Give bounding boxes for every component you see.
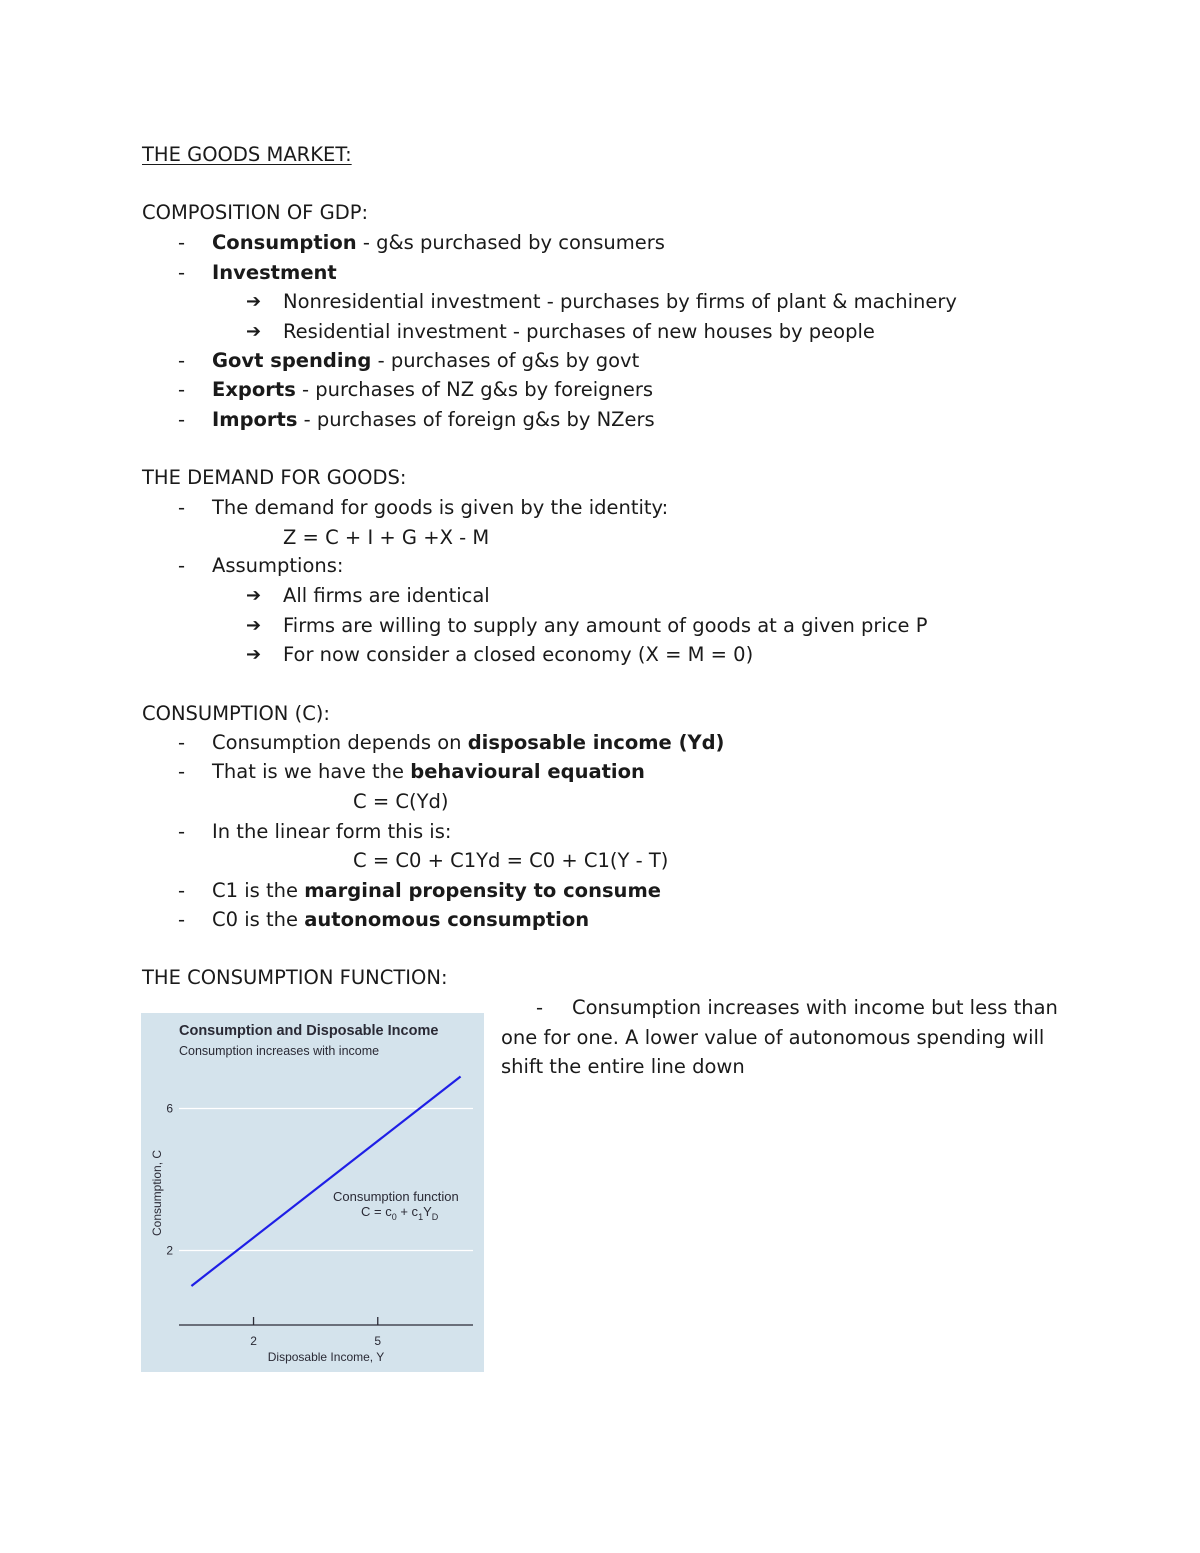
mpc-definition: C1 is the marginal propensity to consume	[212, 879, 661, 902]
chart-title: Consumption and Disposable Income	[179, 1023, 439, 1039]
annotation-line1: Consumption function	[333, 1189, 459, 1204]
behavioural-equation: C = C(Yd)	[353, 790, 449, 813]
assumptions-label: Assumptions:	[212, 554, 344, 577]
bullet-marker: -	[178, 731, 186, 754]
investment-sub-nonresidential: Nonresidential investment - purchases by firms of plant & machinery	[283, 290, 957, 313]
page-title: THE GOODS MARKET:	[142, 143, 352, 166]
demand-identity-intro: The demand for goods is given by the identity:	[212, 496, 669, 519]
arrow-icon: ➔	[246, 585, 262, 606]
arrow-icon: ➔	[246, 321, 262, 342]
x-tick-label: 2	[250, 1334, 257, 1348]
bullet-marker: -	[178, 378, 186, 401]
bullet-marker: -	[178, 231, 186, 254]
investment-sub-residential: Residential investment - purchases of new houses by people	[283, 320, 875, 343]
bullet-marker: -	[178, 908, 186, 931]
linear-form-equation: C = C0 + C1Yd = C0 + C1(Y - T)	[353, 849, 669, 872]
bullet-marker: -	[178, 408, 186, 431]
assumption-item: Firms are willing to supply any amount of goods at a given price P	[283, 614, 928, 637]
arrow-icon: ➔	[246, 644, 262, 665]
consumption-chart	[141, 1013, 484, 1372]
demand-identity-equation: Z = C + I + G +X - M	[283, 526, 490, 549]
x-tick-label: 5	[374, 1334, 382, 1348]
y-tick-label: 6	[166, 1101, 173, 1116]
arrow-icon: ➔	[246, 615, 262, 636]
bullet-marker: -	[178, 879, 186, 902]
gdp-item-investment: Investment	[212, 261, 337, 284]
bullet-marker: -	[178, 554, 186, 577]
gdp-item-exports: Exports - purchases of NZ g&s by foreigners	[212, 378, 654, 401]
assumption-item: All firms are identical	[283, 584, 490, 607]
arrow-icon: ➔	[246, 291, 262, 312]
demand-heading: THE DEMAND FOR GOODS:	[142, 466, 407, 489]
gdp-heading: COMPOSITION OF GDP:	[142, 201, 369, 224]
function-note-line: one for one. A lower value of autonomous spending will	[501, 1026, 1045, 1049]
bullet-marker: -	[178, 349, 186, 372]
consumption-chart-svg	[141, 1013, 484, 1372]
y-axis-label: Consumption, C	[150, 1149, 164, 1237]
x-axis-label: Disposable Income, Y	[267, 1350, 385, 1364]
linear-form-intro: In the linear form this is:	[212, 820, 452, 843]
function-note-line: shift the entire line down	[501, 1055, 745, 1078]
annotation-equation: $C = c_0 + c_1Y_D$	[361, 1204, 439, 1222]
consumption-heading: CONSUMPTION (C):	[142, 702, 330, 725]
bullet-marker: -	[178, 820, 186, 843]
bullet-marker: -	[178, 760, 186, 783]
autonomous-definition: C0 is the autonomous consumption	[212, 908, 590, 931]
function-heading: THE CONSUMPTION FUNCTION:	[142, 966, 448, 989]
chart-subtitle: Consumption increases with income	[179, 1044, 380, 1058]
gdp-item-govt: Govt spending - purchases of g&s by govt	[212, 349, 640, 372]
assumption-item: For now consider a closed economy (X = M = 0)	[283, 643, 754, 666]
consumption-depends: Consumption depends on disposable income (Yd)	[212, 731, 725, 754]
y-tick-label: 2	[166, 1243, 173, 1258]
gdp-item-consumption: Consumption - g&s purchased by consumers	[212, 231, 665, 254]
bullet-marker: -	[178, 261, 186, 284]
bullet-marker: -	[536, 996, 544, 1019]
gdp-item-imports: Imports - purchases of foreign g&s by NZers	[212, 408, 655, 431]
function-note-line: Consumption increases with income but less than	[572, 996, 1058, 1019]
bullet-marker: -	[178, 496, 186, 519]
behavioural-equation-line: That is we have the behavioural equation	[212, 760, 645, 783]
